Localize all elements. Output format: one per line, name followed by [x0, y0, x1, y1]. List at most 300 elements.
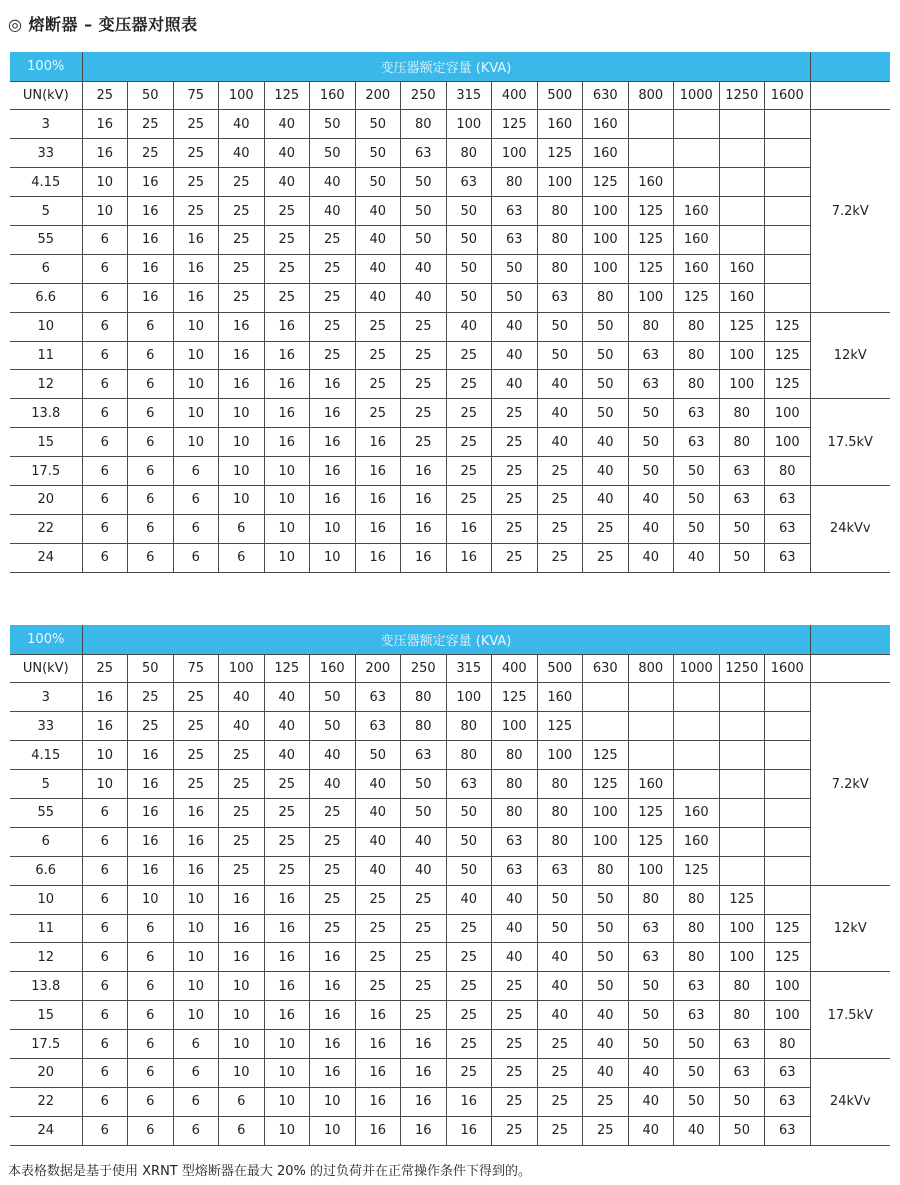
fuse-rating-cell: 40: [264, 683, 310, 712]
fuse-rating-cell: 25: [219, 741, 265, 770]
fuse-rating-cell: 63: [765, 1087, 811, 1116]
fuse-rating-cell: 40: [537, 972, 583, 1001]
fuse-rating-cell: [719, 225, 765, 254]
fuse-rating-cell: [765, 856, 811, 885]
fuse-rating-cell: 6: [128, 1030, 174, 1059]
table-row: [10, 283, 890, 312]
fuse-rating-cell: 40: [492, 943, 538, 972]
fuse-rating-cell: 40: [355, 827, 401, 856]
fuse-rating-cell: 25: [310, 856, 356, 885]
header-row: [10, 625, 890, 654]
fuse-rating-cell: 6: [82, 972, 128, 1001]
fuse-rating-cell: 80: [492, 168, 538, 197]
fuse-rating-cell: 25: [446, 485, 492, 514]
fuse-rating-cell: 16: [401, 1087, 447, 1116]
fuse-rating-cell: 50: [628, 1001, 674, 1030]
fuse-rating-cell: 50: [446, 827, 492, 856]
fuse-rating-cell: 16: [355, 514, 401, 543]
fuse-rating-cell: 16: [355, 1001, 401, 1030]
fuse-rating-cell: 16: [401, 1030, 447, 1059]
fuse-rating-cell: 50: [719, 514, 765, 543]
fuse-rating-cell: 125: [765, 914, 811, 943]
capacity-header: 800: [628, 654, 674, 683]
fuse-rating-cell: 16: [310, 428, 356, 457]
fuse-rating-cell: 10: [173, 943, 219, 972]
fuse-rating-cell: 25: [355, 312, 401, 341]
fuse-rating-cell: [583, 683, 629, 712]
un-value: 24: [10, 1116, 82, 1145]
fuse-rating-cell: 50: [674, 457, 720, 486]
fuse-rating-cell: 50: [628, 1030, 674, 1059]
fuse-rating-cell: 160: [537, 683, 583, 712]
fuse-rating-cell: 50: [537, 341, 583, 370]
fuse-rating-cell: 25: [219, 798, 265, 827]
fuse-rating-cell: 40: [537, 1001, 583, 1030]
fuse-rating-cell: 25: [264, 770, 310, 799]
fuse-rating-cell: 25: [492, 1058, 538, 1087]
fuse-rating-cell: [765, 798, 811, 827]
capacity-label: 变压器额定容量 (KVA): [82, 52, 810, 81]
fuse-rating-cell: 80: [674, 370, 720, 399]
fuse-rating-cell: 125: [628, 197, 674, 226]
table-row: [10, 1116, 890, 1145]
table-row: [10, 1030, 890, 1059]
fuse-rating-cell: 25: [537, 1058, 583, 1087]
fuse-rating-cell: 16: [173, 254, 219, 283]
fuse-rating-cell: 16: [264, 1001, 310, 1030]
fuse-rating-cell: 63: [492, 856, 538, 885]
fuse-rating-cell: 100: [765, 1001, 811, 1030]
un-value: 5: [10, 770, 82, 799]
fuse-rating-cell: 25: [446, 457, 492, 486]
fuse-rating-cell: 16: [355, 1116, 401, 1145]
un-value: 11: [10, 341, 82, 370]
fuse-rating-cell: 6: [82, 254, 128, 283]
fuse-rating-cell: 25: [264, 856, 310, 885]
fuse-rating-cell: [674, 110, 720, 139]
fuse-rating-cell: 125: [492, 683, 538, 712]
fuse-rating-cell: 25: [401, 428, 447, 457]
header-row: [10, 52, 890, 81]
fuse-rating-cell: 80: [492, 770, 538, 799]
fuse-rating-cell: 25: [537, 543, 583, 572]
un-value: 4.15: [10, 741, 82, 770]
fuse-rating-cell: 50: [583, 914, 629, 943]
fuse-rating-cell: 6: [219, 1116, 265, 1145]
fuse-rating-cell: 63: [765, 514, 811, 543]
fuse-rating-cell: 25: [583, 543, 629, 572]
un-value: 33: [10, 712, 82, 741]
fuse-rating-cell: 16: [310, 399, 356, 428]
fuse-rating-cell: [719, 197, 765, 226]
capacity-header: 25: [82, 654, 128, 683]
fuse-rating-cell: 63: [492, 197, 538, 226]
fuse-rating-cell: 40: [355, 856, 401, 885]
capacity-header: 50: [128, 654, 174, 683]
fuse-rating-cell: 10: [173, 885, 219, 914]
fuse-rating-cell: 100: [583, 798, 629, 827]
fuse-rating-cell: 50: [355, 110, 401, 139]
capacity-header: 250: [401, 654, 447, 683]
fuse-rating-cell: 6: [82, 283, 128, 312]
fuse-rating-cell: 16: [310, 1058, 356, 1087]
fuse-rating-cell: 100: [719, 370, 765, 399]
fuse-rating-cell: 25: [446, 972, 492, 1001]
fuse-rating-cell: 25: [446, 341, 492, 370]
fuse-rating-cell: 16: [264, 885, 310, 914]
fuse-rating-cell: 16: [173, 283, 219, 312]
fuse-rating-cell: 80: [674, 914, 720, 943]
fuse-rating-cell: 50: [674, 1030, 720, 1059]
fuse-rating-cell: 25: [173, 197, 219, 226]
fuse-rating-cell: 10: [219, 399, 265, 428]
fuse-rating-cell: 10: [310, 1116, 356, 1145]
fuse-rating-cell: [583, 712, 629, 741]
fuse-rating-cell: [628, 110, 674, 139]
fuse-rating-cell: 6: [82, 225, 128, 254]
fuse-rating-cell: 63: [674, 972, 720, 1001]
fuse-rating-cell: [765, 139, 811, 168]
table-row: [10, 514, 890, 543]
fuse-rating-cell: 25: [173, 770, 219, 799]
table-row: [10, 485, 890, 514]
fuse-rating-cell: 40: [355, 283, 401, 312]
fuse-rating-cell: 25: [537, 457, 583, 486]
fuse-rating-cell: 40: [537, 370, 583, 399]
fuse-rating-cell: 80: [628, 885, 674, 914]
fuse-rating-cell: 25: [401, 399, 447, 428]
fuse-rating-cell: 63: [765, 1116, 811, 1145]
fuse-rating-cell: 25: [492, 1001, 538, 1030]
fuse-rating-cell: 25: [537, 1030, 583, 1059]
fuse-rating-cell: 100: [719, 943, 765, 972]
fuse-rating-cell: 10: [173, 1001, 219, 1030]
fuse-rating-cell: 25: [492, 543, 538, 572]
fuse-rating-cell: [628, 712, 674, 741]
fuse-rating-cell: 6: [82, 399, 128, 428]
fuse-rating-cell: 25: [446, 943, 492, 972]
fuse-rating-cell: 6: [173, 543, 219, 572]
fuse-rating-cell: 40: [492, 341, 538, 370]
fuse-rating-cell: 50: [310, 683, 356, 712]
fuse-rating-cell: 80: [446, 139, 492, 168]
fuse-rating-cell: [765, 827, 811, 856]
fuse-rating-cell: 16: [128, 254, 174, 283]
fuse-rating-cell: 25: [492, 399, 538, 428]
fuse-rating-cell: 40: [264, 139, 310, 168]
fuse-rating-cell: [765, 225, 811, 254]
fuse-rating-cell: 160: [628, 168, 674, 197]
fuse-rating-cell: 16: [219, 312, 265, 341]
capacity-header: 630: [583, 81, 629, 110]
fuse-rating-cell: 50: [537, 312, 583, 341]
fuse-rating-cell: 50: [628, 399, 674, 428]
fuse-rating-cell: 10: [219, 1030, 265, 1059]
fuse-rating-cell: 100: [583, 197, 629, 226]
fuse-rating-cell: 6: [219, 514, 265, 543]
fuse-rating-cell: 40: [583, 1030, 629, 1059]
fuse-rating-cell: 80: [765, 457, 811, 486]
fuse-rating-cell: 50: [401, 798, 447, 827]
fuse-rating-cell: 16: [310, 370, 356, 399]
fuse-rating-cell: 25: [446, 914, 492, 943]
fuse-rating-cell: 50: [674, 514, 720, 543]
voltage-group-label: 17.5kV: [810, 972, 890, 1059]
fuse-rating-cell: 80: [446, 712, 492, 741]
fuse-rating-cell: 25: [219, 770, 265, 799]
fuse-rating-cell: 80: [719, 1001, 765, 1030]
fuse-rating-cell: 10: [173, 428, 219, 457]
fuse-rating-cell: 40: [264, 110, 310, 139]
fuse-rating-cell: 63: [401, 741, 447, 770]
fuse-rating-cell: 25: [492, 457, 538, 486]
fuse-rating-cell: 16: [128, 856, 174, 885]
fuse-rating-cell: 10: [264, 1116, 310, 1145]
fuse-rating-cell: [765, 110, 811, 139]
fuse-rating-cell: 50: [537, 914, 583, 943]
fuse-rating-cell: 16: [173, 827, 219, 856]
fuse-rating-cell: 10: [264, 1087, 310, 1116]
fuse-rating-cell: 6: [173, 485, 219, 514]
fuse-rating-cell: 6: [128, 1087, 174, 1116]
fuse-rating-cell: 16: [264, 972, 310, 1001]
fuse-rating-cell: 63: [628, 370, 674, 399]
fuse-rating-cell: [765, 283, 811, 312]
table-row: [10, 856, 890, 885]
un-value: 10: [10, 885, 82, 914]
fuse-rating-cell: 125: [628, 827, 674, 856]
fuse-rating-cell: 16: [264, 341, 310, 370]
capacity-header: 1250: [719, 81, 765, 110]
fuse-rating-cell: 16: [355, 485, 401, 514]
fuse-rating-cell: 16: [128, 770, 174, 799]
fuse-rating-cell: 16: [355, 1058, 401, 1087]
fuse-rating-cell: 25: [537, 1116, 583, 1145]
fuse-rating-cell: 10: [264, 457, 310, 486]
fuse-rating-cell: 125: [492, 110, 538, 139]
voltage-group-label: 12kV: [810, 885, 890, 972]
fuse-rating-cell: 25: [446, 1001, 492, 1030]
fuse-rating-cell: [765, 197, 811, 226]
fuse-rating-cell: 16: [219, 341, 265, 370]
fuse-rating-cell: 100: [446, 110, 492, 139]
fuse-rating-cell: 50: [537, 885, 583, 914]
un-value: 12: [10, 943, 82, 972]
fuse-rating-cell: 100: [492, 139, 538, 168]
fuse-rating-cell: 160: [719, 254, 765, 283]
fuse-rating-cell: 160: [537, 110, 583, 139]
table-row: [10, 741, 890, 770]
fuse-rating-cell: 50: [446, 283, 492, 312]
fuse-rating-cell: 50: [583, 943, 629, 972]
fuse-rating-cell: 40: [446, 885, 492, 914]
capacity-header: 100: [219, 81, 265, 110]
fuse-rating-cell: 16: [446, 543, 492, 572]
fuse-rating-cell: 10: [128, 885, 174, 914]
fuse-rating-cell: 6: [173, 1030, 219, 1059]
fuse-rating-cell: 25: [219, 254, 265, 283]
fuse-rating-cell: 63: [765, 1058, 811, 1087]
fuse-rating-cell: 40: [446, 312, 492, 341]
fuse-rating-cell: 16: [401, 543, 447, 572]
fuse-rating-cell: 40: [492, 885, 538, 914]
fuse-rating-cell: 25: [401, 914, 447, 943]
capacity-header: 1250: [719, 654, 765, 683]
fuse-rating-cell: 100: [446, 683, 492, 712]
fuse-rating-cell: 25: [492, 1030, 538, 1059]
table-row: [10, 1058, 890, 1087]
fuse-rating-cell: 40: [355, 197, 401, 226]
fuse-rating-cell: 100: [537, 168, 583, 197]
fuse-rating-cell: 25: [128, 683, 174, 712]
fuse-rating-cell: 125: [765, 312, 811, 341]
fuse-rating-cell: 16: [310, 972, 356, 1001]
fuse-rating-cell: 50: [583, 885, 629, 914]
fuse-rating-cell: 25: [492, 428, 538, 457]
fuse-rating-cell: 63: [719, 457, 765, 486]
fuse-rating-cell: 16: [264, 312, 310, 341]
fuse-rating-cell: 40: [492, 370, 538, 399]
table-row: [10, 885, 890, 914]
fuse-transformer-table-1: [10, 52, 890, 573]
fuse-rating-cell: 40: [628, 1087, 674, 1116]
fuse-rating-cell: 100: [583, 827, 629, 856]
fuse-rating-cell: 50: [674, 1058, 720, 1087]
fuse-rating-cell: [674, 712, 720, 741]
fuse-rating-cell: 63: [492, 827, 538, 856]
fuse-rating-cell: 63: [492, 225, 538, 254]
fuse-transformer-table-2: [10, 625, 890, 1146]
fuse-rating-cell: 40: [674, 1116, 720, 1145]
fuse-rating-cell: [628, 139, 674, 168]
fuse-rating-cell: 50: [674, 1087, 720, 1116]
fuse-rating-cell: [719, 683, 765, 712]
fuse-rating-cell: 16: [355, 428, 401, 457]
fuse-rating-cell: 40: [310, 770, 356, 799]
fuse-rating-cell: 16: [355, 1087, 401, 1116]
fuse-rating-cell: 6: [82, 798, 128, 827]
fuse-rating-cell: 6: [219, 543, 265, 572]
fuse-rating-cell: 40: [492, 914, 538, 943]
fuse-rating-cell: 80: [674, 312, 720, 341]
voltage-group-label: 12kV: [810, 312, 890, 399]
fuse-rating-cell: 6: [82, 885, 128, 914]
table-row: [10, 370, 890, 399]
fuse-rating-cell: 25: [355, 914, 401, 943]
fuse-rating-cell: 50: [492, 283, 538, 312]
fuse-rating-cell: 100: [765, 399, 811, 428]
fuse-rating-cell: 40: [492, 312, 538, 341]
table-row: [10, 914, 890, 943]
fuse-rating-cell: 63: [765, 543, 811, 572]
fuse-rating-cell: 6: [82, 943, 128, 972]
fuse-rating-cell: 50: [446, 254, 492, 283]
fuse-rating-cell: 25: [128, 712, 174, 741]
voltage-group-label: 24kVv: [810, 1058, 890, 1145]
fuse-rating-cell: 25: [401, 312, 447, 341]
fuse-rating-cell: 25: [537, 1087, 583, 1116]
table-row: [10, 312, 890, 341]
fuse-rating-cell: 25: [310, 254, 356, 283]
fuse-rating-cell: 40: [583, 1001, 629, 1030]
fuse-rating-cell: 6: [173, 1058, 219, 1087]
fuse-rating-cell: 16: [310, 1030, 356, 1059]
fuse-rating-cell: 160: [674, 827, 720, 856]
fuse-rating-cell: 25: [583, 1116, 629, 1145]
fuse-rating-cell: 25: [310, 827, 356, 856]
capacity-header: 500: [537, 654, 583, 683]
fuse-rating-cell: 50: [355, 139, 401, 168]
fuse-rating-cell: 40: [264, 741, 310, 770]
fuse-rating-cell: 25: [310, 914, 356, 943]
fuse-rating-cell: 10: [219, 1058, 265, 1087]
fuse-rating-cell: [765, 885, 811, 914]
fuse-rating-cell: 40: [219, 683, 265, 712]
capacity-header-row: [10, 654, 890, 683]
fuse-rating-cell: 50: [628, 428, 674, 457]
fuse-rating-cell: 25: [310, 798, 356, 827]
fuse-rating-cell: 6: [173, 514, 219, 543]
fuse-rating-cell: 125: [628, 225, 674, 254]
fuse-rating-cell: 25: [537, 485, 583, 514]
fuse-rating-cell: 16: [128, 225, 174, 254]
fuse-rating-cell: 50: [310, 139, 356, 168]
fuse-rating-cell: 6: [82, 341, 128, 370]
fuse-rating-cell: 40: [355, 770, 401, 799]
fuse-rating-cell: 10: [264, 485, 310, 514]
fuse-rating-cell: 16: [264, 943, 310, 972]
table-row: [10, 943, 890, 972]
fuse-rating-cell: 80: [401, 110, 447, 139]
fuse-rating-cell: 80: [674, 885, 720, 914]
fuse-rating-cell: 25: [401, 943, 447, 972]
fuse-rating-cell: 16: [446, 1116, 492, 1145]
fuse-rating-cell: 80: [719, 399, 765, 428]
fuse-rating-cell: 125: [719, 885, 765, 914]
fuse-rating-cell: 25: [219, 856, 265, 885]
fuse-rating-cell: 25: [173, 712, 219, 741]
fuse-rating-cell: 80: [674, 943, 720, 972]
fuse-rating-cell: 80: [628, 312, 674, 341]
capacity-label: 变压器额定容量 (KVA): [82, 625, 810, 654]
fuse-rating-cell: 25: [355, 943, 401, 972]
capacity-header: 500: [537, 81, 583, 110]
fuse-rating-cell: 125: [628, 798, 674, 827]
fuse-rating-cell: 6: [82, 1001, 128, 1030]
fuse-rating-cell: 50: [310, 712, 356, 741]
fuse-rating-cell: 40: [355, 225, 401, 254]
fuse-rating-cell: 10: [82, 168, 128, 197]
fuse-rating-cell: 50: [719, 1116, 765, 1145]
fuse-rating-cell: 50: [401, 225, 447, 254]
fuse-rating-cell: 125: [537, 712, 583, 741]
un-value: 20: [10, 1058, 82, 1087]
fuse-rating-cell: 25: [264, 254, 310, 283]
fuse-rating-cell: [719, 798, 765, 827]
fuse-rating-cell: 10: [264, 543, 310, 572]
fuse-rating-cell: 16: [128, 798, 174, 827]
fuse-rating-cell: 40: [401, 827, 447, 856]
table-row: [10, 798, 890, 827]
fuse-rating-cell: 16: [82, 110, 128, 139]
capacity-header: 100: [219, 654, 265, 683]
fuse-rating-cell: 125: [765, 341, 811, 370]
capacity-header: 160: [310, 654, 356, 683]
fuse-rating-cell: 160: [674, 254, 720, 283]
fuse-rating-cell: [674, 741, 720, 770]
fuse-rating-cell: 50: [583, 312, 629, 341]
fuse-rating-cell: 16: [173, 225, 219, 254]
